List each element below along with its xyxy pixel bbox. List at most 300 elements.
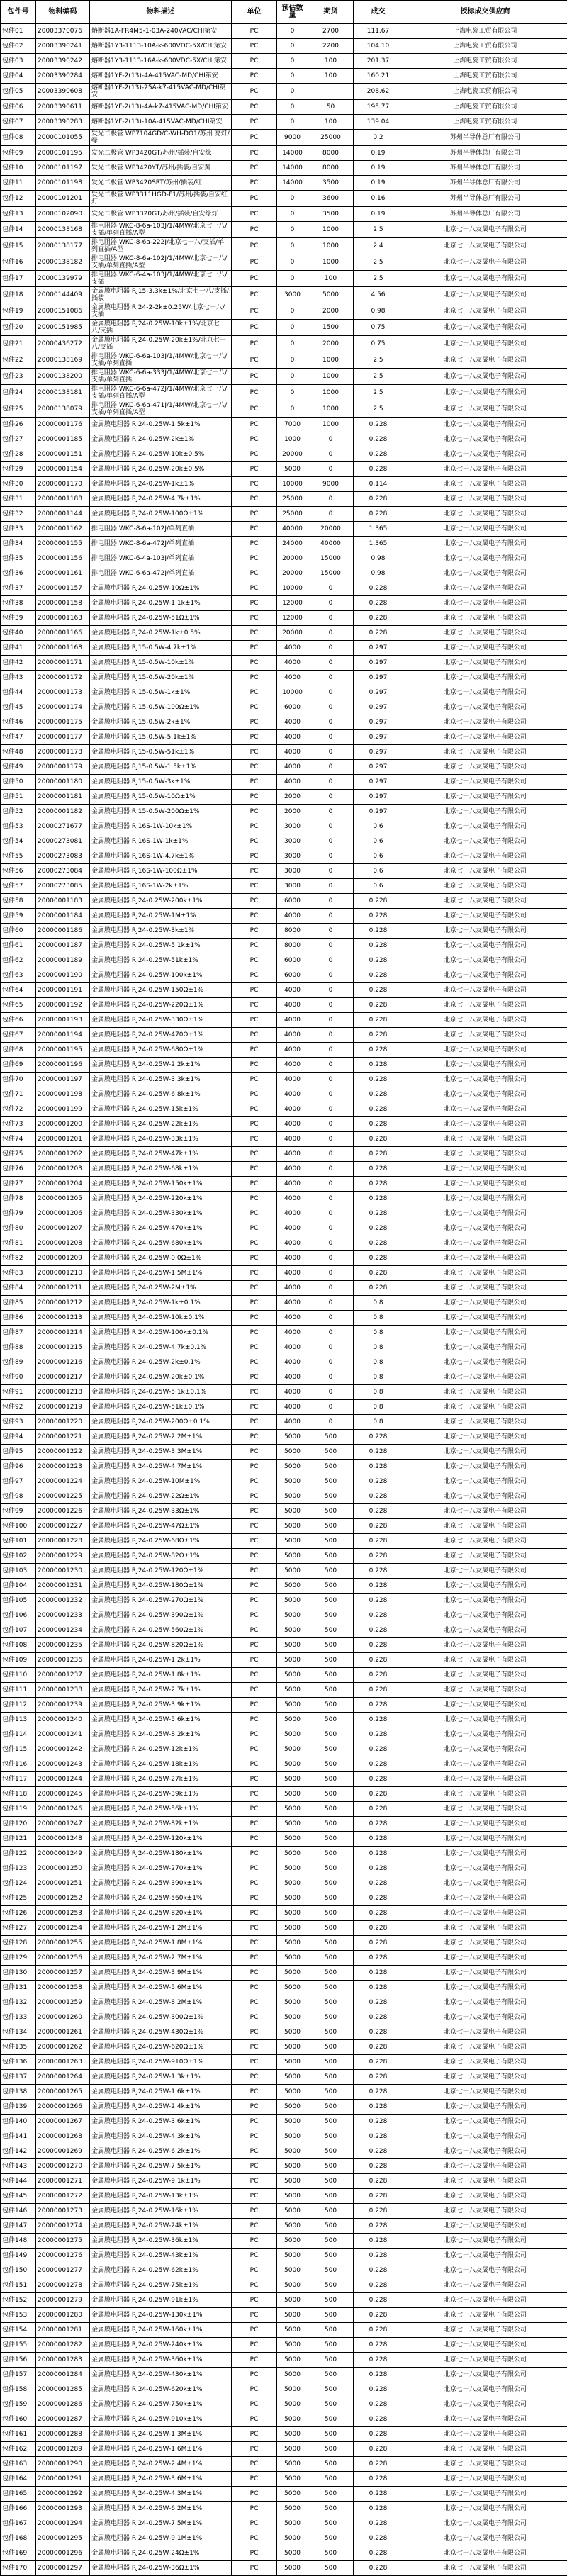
est-qty-cell: 5000	[277, 1936, 308, 1951]
supplier-cell: 北京七一八友晟电子有限公司	[403, 1147, 567, 1162]
table-row	[1, 1058, 567, 1073]
futures-cell: 500	[308, 1757, 354, 1772]
package-no-cell: 包件109	[1, 1653, 36, 1668]
material-desc-cell: 发光二极管 WP7104GD/C-WH-DO1/苏州 亮灯/绿	[90, 130, 232, 146]
est-qty-cell: 4000	[277, 1028, 308, 1043]
futures-cell: 500	[308, 1995, 354, 2010]
est-qty-cell: 4000	[277, 1147, 308, 1162]
futures-cell: 1000	[308, 385, 354, 401]
material-desc-cell: 金属膜电阻器 RJ24-0.25W-1.2k±1%	[90, 1653, 232, 1668]
futures-cell: 0	[308, 879, 354, 894]
deal-price-cell: 0.228	[354, 492, 403, 507]
supplier-cell: 北京七一八友晟电子有限公司	[403, 864, 567, 879]
material-code-cell: 20000151985	[36, 320, 90, 336]
deal-price-cell: 0.228	[354, 1683, 403, 1698]
futures-cell: 500	[308, 1713, 354, 1727]
unit-cell: PC	[232, 1102, 277, 1117]
package-no-cell: 包件99	[1, 1504, 36, 1519]
package-no-cell: 包件128	[1, 1936, 36, 1951]
futures-cell: 500	[308, 1474, 354, 1489]
package-no-cell: 包件103	[1, 1564, 36, 1579]
deal-price-cell: 1.365	[354, 522, 403, 537]
est-qty-cell: 3000	[277, 864, 308, 879]
est-qty-cell: 5000	[277, 1668, 308, 1683]
supplier-cell: 北京七一八友晟电子有限公司	[403, 477, 567, 492]
package-no-cell: 包件122	[1, 1847, 36, 1861]
package-no-cell: 包件50	[1, 775, 36, 790]
deal-price-cell: 111.67	[354, 24, 403, 39]
material-desc-cell: 金属膜电阻器 RJ15-0.5W-200Ω±1%	[90, 805, 232, 819]
deal-price-cell: 0.228	[354, 2070, 403, 2085]
header-est-qty: 预估数量	[277, 1, 308, 24]
supplier-cell: 北京七一八友晟电子有限公司	[403, 320, 567, 336]
material-desc-cell: 金属膜电阻器 RJ24-0.25W-680k±1%	[90, 1236, 232, 1251]
est-qty-cell: 5000	[277, 2085, 308, 2100]
package-no-cell: 包件143	[1, 2159, 36, 2174]
material-desc-cell: 金属膜电阻器 RJ24-0.25W-4.3k±1%	[90, 2129, 232, 2144]
supplier-cell: 北京七一八友晟电子有限公司	[403, 1802, 567, 1817]
deal-price-cell: 0.228	[354, 2308, 403, 2323]
unit-cell: PC	[232, 385, 277, 401]
table-row	[1, 1266, 567, 1281]
futures-cell: 0	[308, 775, 354, 790]
unit-cell: PC	[232, 1608, 277, 1623]
deal-price-cell: 2.5	[354, 385, 403, 401]
est-qty-cell: 4000	[277, 909, 308, 924]
est-qty-cell: 4000	[277, 1132, 308, 1147]
est-qty-cell: 5000	[277, 2055, 308, 2070]
est-qty-cell: 5000	[277, 1608, 308, 1623]
est-qty-cell: 25000	[277, 507, 308, 522]
package-no-cell: 包件149	[1, 2249, 36, 2263]
deal-price-cell: 0.228	[354, 1445, 403, 1460]
est-qty-cell: 4000	[277, 1102, 308, 1117]
package-no-cell: 包件52	[1, 805, 36, 819]
unit-cell: PC	[232, 1177, 277, 1192]
est-qty-cell: 5000	[277, 2204, 308, 2219]
supplier-cell: 北京七一八友晟电子有限公司	[403, 1445, 567, 1460]
material-desc-cell: 金属膜电阻器 RJ24-0.25W-22k±1%	[90, 1117, 232, 1132]
deal-price-cell: 0.297	[354, 790, 403, 805]
supplier-cell: 北京七一八友晟电子有限公司	[403, 2070, 567, 2085]
table-row	[1, 54, 567, 69]
supplier-cell: 北京七一八友晟电子有限公司	[403, 2397, 567, 2412]
package-no-cell: 包件137	[1, 2070, 36, 2085]
unit-cell: PC	[232, 834, 277, 849]
supplier-cell: 北京七一八友晟电子有限公司	[403, 1058, 567, 1073]
table-row	[1, 685, 567, 700]
table-row	[1, 1102, 567, 1117]
material-code-cell: 20000001180	[36, 775, 90, 790]
package-no-cell: 包件152	[1, 2293, 36, 2308]
futures-cell: 500	[308, 1430, 354, 1445]
material-desc-cell: 金属膜电阻器 RJ15-0.5W-4.7k±1%	[90, 641, 232, 656]
supplier-cell: 北京七一八友晟电子有限公司	[403, 1817, 567, 1832]
package-no-cell: 包件25	[1, 401, 36, 418]
est-qty-cell: 5000	[277, 1564, 308, 1579]
package-no-cell: 包件11	[1, 176, 36, 191]
futures-cell: 500	[308, 2502, 354, 2516]
material-code-cell: 20000001220	[36, 1415, 90, 1430]
material-code-cell: 20000001158	[36, 596, 90, 611]
unit-cell: PC	[232, 2085, 277, 2100]
material-desc-cell: 金属膜电阻器 RJ24-0.25W-2.2M±1%	[90, 1430, 232, 1445]
table-row	[1, 2442, 567, 2457]
supplier-cell: 北京七一八友晟电子有限公司	[403, 1192, 567, 1206]
est-qty-cell: 4000	[277, 1206, 308, 1221]
material-code-cell: 20000001178	[36, 745, 90, 760]
supplier-cell: 上海电瓷工贸有限公司	[403, 69, 567, 84]
supplier-cell: 苏州半导体总厂有限公司	[403, 207, 567, 222]
package-no-cell: 包件123	[1, 1861, 36, 1876]
material-desc-cell: 金属膜电阻器 RJ24-0.25W-6.8k±1%	[90, 1087, 232, 1102]
material-code-cell: 20000001218	[36, 1385, 90, 1400]
unit-cell: PC	[232, 401, 277, 418]
unit-cell: PC	[232, 1445, 277, 1460]
deal-price-cell: 0.228	[354, 1727, 403, 1742]
est-qty-cell: 5000	[277, 2308, 308, 2323]
table-row	[1, 2204, 567, 2219]
table-row	[1, 1951, 567, 1966]
deal-price-cell: 0.75	[354, 336, 403, 352]
material-code-cell: 20000001175	[36, 715, 90, 730]
deal-price-cell: 0.6	[354, 834, 403, 849]
package-no-cell: 包件106	[1, 1608, 36, 1623]
table-row	[1, 1861, 567, 1876]
deal-price-cell: 0.19	[354, 146, 403, 161]
material-code-cell: 20000273083	[36, 849, 90, 864]
unit-cell: PC	[232, 1742, 277, 1757]
material-code-cell: 20000001289	[36, 2442, 90, 2457]
material-code-cell: 20000001185	[36, 432, 90, 447]
unit-cell: PC	[232, 24, 277, 39]
table-row	[1, 1445, 567, 1460]
futures-cell: 500	[308, 1876, 354, 1891]
package-no-cell: 包件112	[1, 1698, 36, 1713]
est-qty-cell: 5000	[277, 2546, 308, 2561]
deal-price-cell: 139.04	[354, 115, 403, 130]
deal-price-cell: 2.4	[354, 238, 403, 254]
supplier-cell: 北京七一八友晟电子有限公司	[403, 462, 567, 477]
futures-cell: 0	[308, 1132, 354, 1147]
est-qty-cell: 5000	[277, 1653, 308, 1668]
deal-price-cell: 0.228	[354, 626, 403, 641]
futures-cell: 0	[308, 507, 354, 522]
unit-cell: PC	[232, 924, 277, 939]
package-no-cell: 包件42	[1, 656, 36, 671]
unit-cell: PC	[232, 939, 277, 953]
est-qty-cell: 4000	[277, 1087, 308, 1102]
table-row	[1, 418, 567, 432]
futures-cell: 2000	[308, 336, 354, 352]
supplier-cell: 上海电瓷工贸有限公司	[403, 39, 567, 54]
table-row	[1, 1192, 567, 1206]
material-desc-cell: 金属膜电阻器 RJ24-0.25W-10Ω±1%	[90, 581, 232, 596]
deal-price-cell: 0.228	[354, 2412, 403, 2427]
futures-cell: 0	[308, 1058, 354, 1073]
futures-cell: 500	[308, 1847, 354, 1861]
table-row	[1, 2219, 567, 2234]
package-no-cell: 包件64	[1, 983, 36, 998]
deal-price-cell: 0.19	[354, 161, 403, 176]
package-no-cell: 包件54	[1, 834, 36, 849]
material-desc-cell: 金属膜电阻器 RJ24-0.25W-3.9k±1%	[90, 1698, 232, 1713]
material-desc-cell: 排电阻器 WKC-6-4a-103J/单列直插	[90, 551, 232, 566]
table-row	[1, 207, 567, 222]
table-row	[1, 2070, 567, 2085]
deal-price-cell: 0.228	[354, 1564, 403, 1579]
est-qty-cell: 0	[277, 385, 308, 401]
deal-price-cell: 0.228	[354, 1847, 403, 1861]
deal-price-cell: 0.228	[354, 1594, 403, 1608]
futures-cell: 0	[308, 909, 354, 924]
material-desc-cell: 金属膜电阻器 RJ24-0.25W-390k±1%	[90, 1876, 232, 1891]
futures-cell: 0	[308, 1340, 354, 1355]
supplier-cell: 北京七一八友晟电子有限公司	[403, 1951, 567, 1966]
material-desc-cell: 金属膜电阻器 RJ24-0.25W-620k±1%	[90, 2382, 232, 2397]
package-no-cell: 包件96	[1, 1460, 36, 1474]
supplier-cell: 北京七一八友晟电子有限公司	[403, 2025, 567, 2040]
unit-cell: PC	[232, 1698, 277, 1713]
est-qty-cell: 5000	[277, 2278, 308, 2293]
deal-price-cell: 0.228	[354, 894, 403, 909]
unit-cell: PC	[232, 447, 277, 462]
futures-cell: 0	[308, 1117, 354, 1132]
unit-cell: PC	[232, 1251, 277, 1266]
deal-price-cell: 0.2	[354, 130, 403, 146]
supplier-cell: 北京七一八友晟电子有限公司	[403, 894, 567, 909]
deal-price-cell: 0.228	[354, 2368, 403, 2382]
material-code-cell: 20000001222	[36, 1445, 90, 1460]
supplier-cell: 北京七一八友晟电子有限公司	[403, 1832, 567, 1847]
package-no-cell: 包件83	[1, 1266, 36, 1281]
material-code-cell: 20000001234	[36, 1623, 90, 1638]
material-desc-cell: 金属膜电阻器 RJ24-0.25W-5.1k±0.1%	[90, 1385, 232, 1400]
deal-price-cell: 0.8	[354, 1415, 403, 1430]
supplier-cell: 北京七一八友晟电子有限公司	[403, 1430, 567, 1445]
futures-cell: 0	[308, 685, 354, 700]
unit-cell: PC	[232, 1861, 277, 1876]
futures-cell: 500	[308, 1549, 354, 1564]
unit-cell: PC	[232, 760, 277, 775]
unit-cell: PC	[232, 303, 277, 320]
est-qty-cell: 5000	[277, 2561, 308, 2576]
material-code-cell: 20000001225	[36, 1489, 90, 1504]
table-row	[1, 1340, 567, 1355]
est-qty-cell: 5000	[277, 1594, 308, 1608]
material-code-cell: 20000138181	[36, 385, 90, 401]
material-desc-cell: 金属膜电阻器 RJ24-0.25W-1.3M±1%	[90, 2427, 232, 2442]
package-no-cell: 包件51	[1, 790, 36, 805]
material-code-cell: 20000001293	[36, 2502, 90, 2516]
deal-price-cell: 0.228	[354, 447, 403, 462]
package-no-cell: 包件17	[1, 271, 36, 287]
deal-price-cell: 0.8	[354, 1340, 403, 1355]
material-desc-cell: 熔断器1YF-2(13)-4A-k7-415VAC-MD/CHI第安	[90, 100, 232, 115]
package-no-cell: 包件150	[1, 2263, 36, 2278]
material-desc-cell: 发光二极管 WP3420GT/苏州/插装/自安绿	[90, 146, 232, 161]
deal-price-cell: 0.228	[354, 1504, 403, 1519]
material-code-cell: 20000001179	[36, 760, 90, 775]
table-row	[1, 1966, 567, 1981]
unit-cell: PC	[232, 1087, 277, 1102]
futures-cell: 0	[308, 760, 354, 775]
unit-cell: PC	[232, 968, 277, 983]
table-row	[1, 700, 567, 715]
supplier-cell: 北京七一八友晟电子有限公司	[403, 1966, 567, 1981]
deal-price-cell: 0.228	[354, 611, 403, 626]
futures-cell: 500	[308, 1951, 354, 1966]
futures-cell: 0	[308, 432, 354, 447]
deal-price-cell: 0.228	[354, 2040, 403, 2055]
material-desc-cell: 金属膜电阻器 RJ24-0.25W-1k±0.5%	[90, 626, 232, 641]
est-qty-cell: 4000	[277, 1296, 308, 1311]
est-qty-cell: 5000	[277, 2189, 308, 2204]
futures-cell: 20000	[308, 522, 354, 537]
material-desc-cell: 金属膜电阻器 RJ24-0.25W-10k±0.5%	[90, 447, 232, 462]
package-no-cell: 包件02	[1, 39, 36, 54]
package-no-cell: 包件117	[1, 1772, 36, 1787]
material-desc-cell: 金属膜电阻器 RJ24-0.25W-100k±0.1%	[90, 1326, 232, 1340]
unit-cell: PC	[232, 581, 277, 596]
est-qty-cell: 6000	[277, 953, 308, 968]
table-row	[1, 760, 567, 775]
futures-cell: 0	[308, 1177, 354, 1192]
material-desc-cell: 金属膜电阻器 RJ24-0.25W-16k±1%	[90, 2204, 232, 2219]
deal-price-cell: 0.228	[354, 1102, 403, 1117]
material-desc-cell: 金属膜电阻器 RJ24-0.25W-8.2M±1%	[90, 1995, 232, 2010]
futures-cell: 500	[308, 1594, 354, 1608]
unit-cell: PC	[232, 1400, 277, 1415]
supplier-cell: 北京七一八友晟电子有限公司	[403, 2561, 567, 2576]
est-qty-cell: 5000	[277, 1966, 308, 1981]
material-code-cell: 20000001247	[36, 1817, 90, 1832]
material-desc-cell: 金属膜电阻器 RJ24-0.25W-130k±1%	[90, 2308, 232, 2323]
supplier-cell: 北京七一八友晟电子有限公司	[403, 2516, 567, 2531]
package-no-cell: 包件166	[1, 2502, 36, 2516]
deal-price-cell: 0.228	[354, 1936, 403, 1951]
unit-cell: PC	[232, 1579, 277, 1594]
unit-cell: PC	[232, 1623, 277, 1638]
material-desc-cell: 金属膜电阻器 RJ24-0.25W-1k±1%	[90, 477, 232, 492]
material-code-cell: 20000102090	[36, 207, 90, 222]
material-code-cell: 20000001294	[36, 2516, 90, 2531]
est-qty-cell: 5000	[277, 2353, 308, 2368]
supplier-cell: 北京七一八友晟电子有限公司	[403, 1713, 567, 1727]
unit-cell: PC	[232, 2010, 277, 2025]
package-no-cell: 包件151	[1, 2278, 36, 2293]
est-qty-cell: 5000	[277, 1474, 308, 1489]
supplier-cell: 北京七一八友晟电子有限公司	[403, 352, 567, 369]
material-code-cell: 20000001157	[36, 581, 90, 596]
est-qty-cell: 5000	[277, 1757, 308, 1772]
table-row	[1, 775, 567, 790]
unit-cell: PC	[232, 1385, 277, 1400]
table-row	[1, 1043, 567, 1058]
deal-price-cell: 0.228	[354, 1028, 403, 1043]
est-qty-cell: 4000	[277, 998, 308, 1013]
unit-cell: PC	[232, 2249, 277, 2263]
supplier-cell: 北京七一八友晟电子有限公司	[403, 1206, 567, 1221]
material-code-cell: 20000001230	[36, 1564, 90, 1579]
unit-cell: PC	[232, 2115, 277, 2129]
material-desc-cell: 排电阻器 WKC-8-6a-472J/单列直插	[90, 537, 232, 551]
material-desc-cell: 排电阻器 WKC-6-6a-471J/1/4MW/北京七一八/支插/单列直插/A型	[90, 401, 232, 418]
table-row	[1, 1623, 567, 1638]
unit-cell: PC	[232, 1296, 277, 1311]
supplier-cell: 北京七一八友晟电子有限公司	[403, 1638, 567, 1653]
futures-cell: 500	[308, 2412, 354, 2427]
unit-cell: PC	[232, 1594, 277, 1608]
est-qty-cell: 5000	[277, 1921, 308, 1936]
deal-price-cell: 0.228	[354, 1430, 403, 1445]
deal-price-cell: 0.297	[354, 775, 403, 790]
deal-price-cell: 195.77	[354, 100, 403, 115]
package-no-cell: 包件22	[1, 352, 36, 369]
unit-cell: PC	[232, 805, 277, 819]
unit-cell: PC	[232, 2546, 277, 2561]
supplier-cell: 北京七一八友晟电子有限公司	[403, 1534, 567, 1549]
table-row	[1, 715, 567, 730]
unit-cell: PC	[232, 1995, 277, 2010]
unit-cell: PC	[232, 115, 277, 130]
est-qty-cell: 0	[277, 320, 308, 336]
futures-cell: 500	[308, 2516, 354, 2531]
deal-price-cell: 0.228	[354, 2115, 403, 2129]
supplier-cell: 北京七一八友晟电子有限公司	[403, 551, 567, 566]
material-code-cell: 20000001258	[36, 1981, 90, 1995]
material-desc-cell: 金属膜电阻器 RJ24-0.25W-75k±1%	[90, 2278, 232, 2293]
material-code-cell: 20000273084	[36, 864, 90, 879]
table-row	[1, 24, 567, 39]
futures-cell: 500	[308, 2040, 354, 2055]
unit-cell: PC	[232, 2055, 277, 2070]
futures-cell: 0	[308, 998, 354, 1013]
deal-price-cell: 104.10	[354, 39, 403, 54]
material-code-cell: 20000001280	[36, 2308, 90, 2323]
futures-cell: 500	[308, 2353, 354, 2368]
supplier-cell: 北京七一八友晟电子有限公司	[403, 1177, 567, 1192]
unit-cell: PC	[232, 2129, 277, 2144]
table-row	[1, 191, 567, 207]
unit-cell: PC	[232, 2442, 277, 2457]
material-code-cell: 20000138182	[36, 254, 90, 271]
table-row	[1, 1772, 567, 1787]
supplier-cell: 北京七一八友晟电子有限公司	[403, 336, 567, 352]
unit-cell: PC	[232, 271, 277, 287]
material-code-cell: 20000001237	[36, 1668, 90, 1683]
material-desc-cell: 金属膜电阻器 RJ15-0.5W-20k±1%	[90, 671, 232, 685]
deal-price-cell: 0.228	[354, 1653, 403, 1668]
supplier-cell: 北京七一八友晟电子有限公司	[403, 1742, 567, 1757]
unit-cell: PC	[232, 2412, 277, 2427]
supplier-cell: 北京七一八友晟电子有限公司	[403, 2472, 567, 2487]
table-row	[1, 983, 567, 998]
est-qty-cell: 4000	[277, 1370, 308, 1385]
material-desc-cell: 金属膜电阻器 RJ24-0.25W-150k±1%	[90, 1177, 232, 1192]
table-row	[1, 522, 567, 537]
unit-cell: PC	[232, 864, 277, 879]
table-row	[1, 432, 567, 447]
table-row	[1, 2174, 567, 2189]
supplier-cell: 北京七一八友晟电子有限公司	[403, 1727, 567, 1742]
material-desc-cell: 金属膜电阻器 RJ24-0.25W-5.6k±1%	[90, 1713, 232, 1727]
table-row	[1, 864, 567, 879]
deal-price-cell: 0.228	[354, 1549, 403, 1564]
futures-cell: 500	[308, 2397, 354, 2412]
deal-price-cell: 0.19	[354, 207, 403, 222]
deal-price-cell: 0.98	[354, 303, 403, 320]
